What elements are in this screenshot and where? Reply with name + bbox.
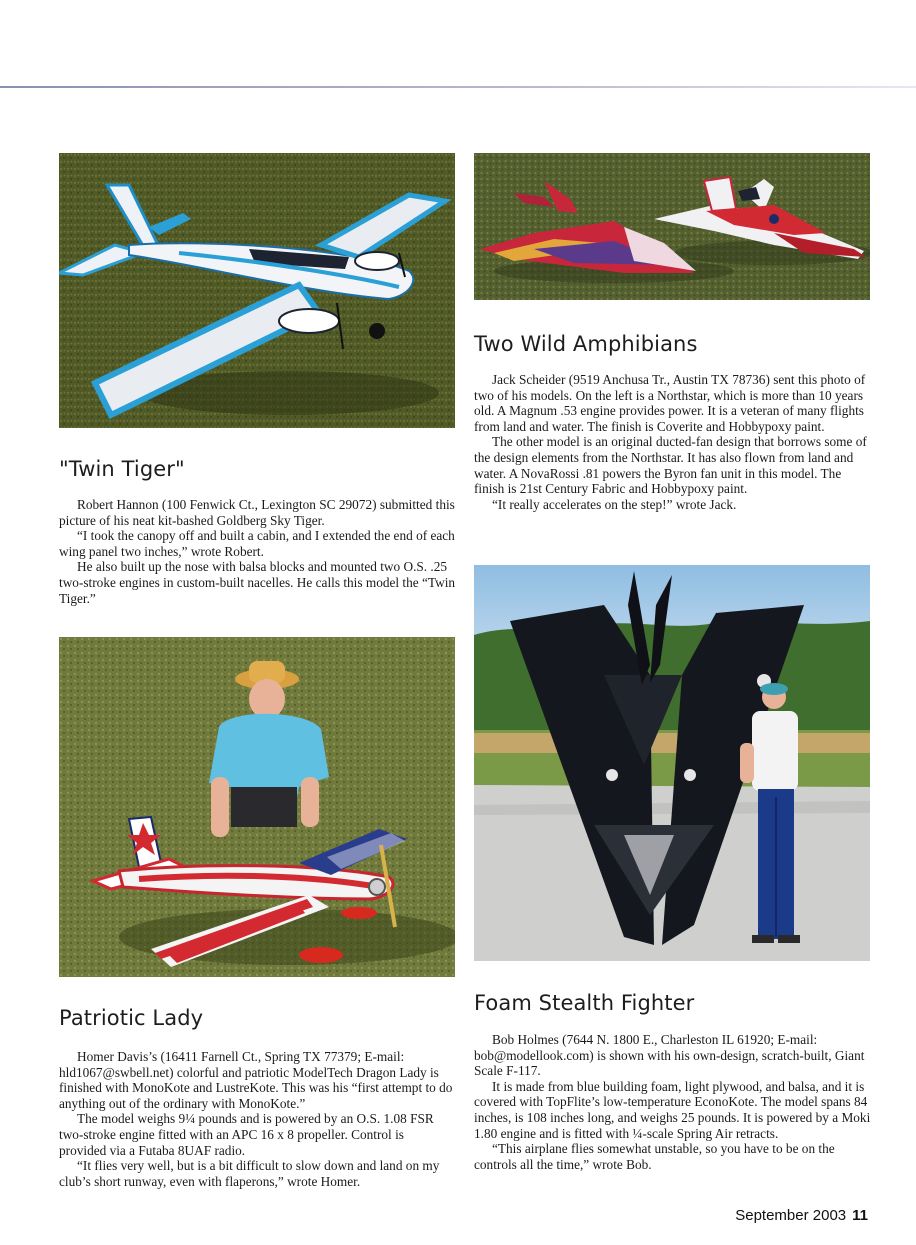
- amphibians-paragraph: Jack Scheider (9519 Anchusa Tr., Austin TX 78736) sent this photo of two of his models. On the left is a Northstar, which is more than 10 years old. A Magnum .53 engine provides power. It is a veteran of many flights from land and water. The finish is Coverite and Hobbypoxy paint.: [474, 372, 866, 434]
- header-rule: [0, 86, 916, 88]
- issue-date: September 2003: [735, 1207, 847, 1224]
- photo-stealth-fighter: [474, 565, 870, 961]
- patriotic-lady-paragraph: “It flies very well, but is a bit difficult to slow down and land on my club’s short runway, even with flaperons,” wrote Homer.: [59, 1158, 440, 1189]
- stealth-fighter-body: [474, 1032, 871, 1172]
- photo-two-amphibians: [474, 153, 870, 300]
- amphibians-paragraph: The other model is an original ducted-fan design that borrows some of the design elements from the Northstar. It has also flown from land and water. A NovaRossi .81 powers the Byron fan unit in this model. The finish is 21st Century Fabric and Hobbypoxy paint.: [474, 434, 867, 497]
- twin-tiger-title: "Twin Tiger": [59, 457, 185, 481]
- page-number: 11: [852, 1207, 868, 1224]
- amphibians-paragraph: “It really accelerates on the step!” wrote Jack.: [492, 496, 737, 512]
- twin-tiger-body: [59, 497, 457, 606]
- patriotic-lady-body: [59, 1049, 454, 1189]
- stealth-fighter-paragraph: “This airplane flies somewhat unstable, so you have to be on the controls all the time,” wrote Bob.: [474, 1141, 835, 1172]
- patriotic-lady-paragraph: Homer Davis’s (16411 Farnell Ct., Spring TX 77379; E-mail: hld1067@swbell.net) colorful and patriotic ModelTech Dragon Lady is finished with MonoKote and LustreKote. This was his “first attempt to do anything out of the ordinary with MonoKote.”: [59, 1049, 453, 1111]
- stealth-fighter-paragraph: It is made from blue building foam, light plywood, and balsa, and it is covered with TopFlite’s low-temperature EconoKote. The model spans 84 inches, is 108 inches long, and weighs 25 pounds. It is powered by a Moki 1.80 engine and is fitted with ¼-scale Spring Air retracts.: [474, 1078, 871, 1141]
- twin-tiger-paragraph: Robert Hannon (100 Fenwick Ct., Lexington SC 29072) submitted this picture of his neat kit-bashed Goldberg Sky Tiger.: [59, 497, 455, 528]
- twin-tiger-paragraph: “I took the canopy off and built a cabin, and I extended the end of each wing panel two inches,” wrote Robert.: [59, 528, 455, 559]
- patriotic-lady-paragraph: The model weighs 9¼ pounds and is powered by an O.S. 1.08 FSR two-stroke engine fitted with an APC 16 x 8 propeller. Control is provided via a Futaba 8UAF radio.: [59, 1111, 434, 1158]
- amphibians-body: [474, 372, 871, 512]
- twin-tiger-paragraph: He also built up the nose with balsa blocks and mounted two O.S. .25 two-stroke engines in custom-built nacelles. He calls this model the “Twin Tiger.”: [59, 559, 456, 606]
- amphibians-title: Two Wild Amphibians: [474, 332, 698, 356]
- page-footer: [735, 1207, 868, 1224]
- stealth-fighter-title: Foam Stealth Fighter: [474, 991, 695, 1015]
- stealth-fighter-paragraph: Bob Holmes (7644 N. 1800 E., Charleston IL 61920; E-mail: bob@modellook.com) is shown with his own-design, scratch-built, Giant Scale F-117.: [474, 1032, 865, 1079]
- photo-patriotic-lady: [59, 637, 455, 977]
- photo-twin-tiger: [59, 153, 455, 428]
- patriotic-lady-title: Patriotic Lady: [59, 1006, 204, 1030]
